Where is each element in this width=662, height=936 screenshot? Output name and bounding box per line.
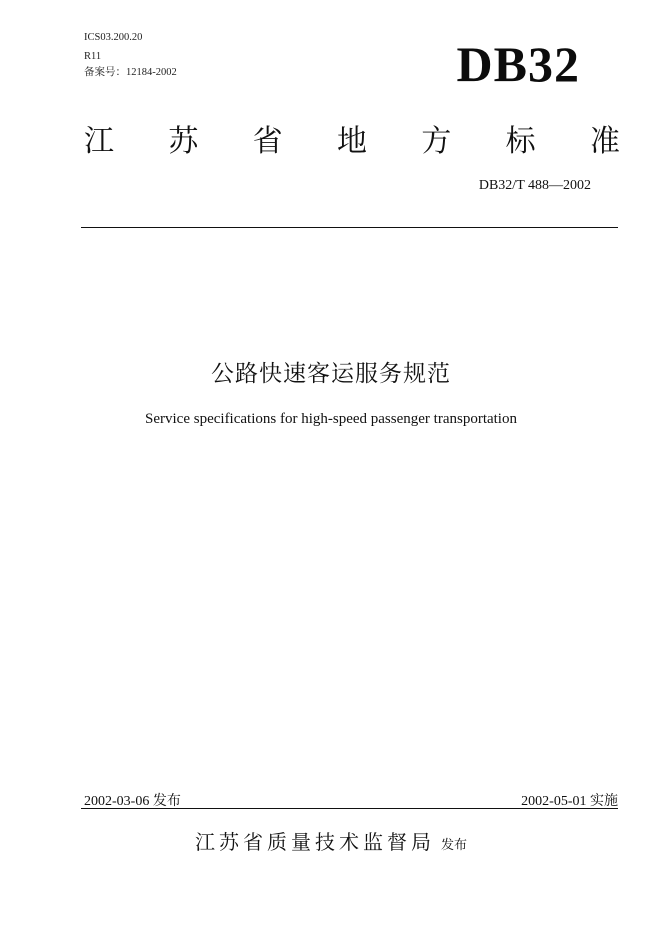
document-title-english: Service specifications for high-speed passenger transportation (145, 411, 517, 427)
title-char: 标 (505, 124, 536, 159)
title-char: 苏 (168, 124, 199, 159)
ics-code: ICS03.200.20 (84, 32, 143, 43)
standard-category-title (84, 118, 620, 158)
publish-label: 发布 (440, 838, 467, 853)
filing-number: 备案号：12184-2002 (84, 67, 177, 78)
bottom-divider (81, 808, 618, 809)
standard-code-logo: DB32 (456, 36, 580, 92)
title-char: 地 (336, 124, 367, 159)
publisher-line (0, 826, 662, 855)
title-char: 江 (84, 124, 114, 159)
standard-number: DB32/T 488—2002 (478, 178, 591, 193)
title-char: 准 (589, 124, 620, 159)
title-char: 方 (421, 124, 452, 159)
publisher-name: 江苏省质量技术监督局 (194, 830, 435, 854)
issue-date: 2002-03-06 发布 (84, 794, 181, 809)
implementation-date: 2002-05-01 实施 (521, 794, 618, 809)
document-title: 公路快速客运服务规范 (211, 361, 451, 387)
top-divider (81, 227, 618, 228)
title-char: 省 (252, 124, 283, 159)
classification-code: R11 (84, 51, 102, 62)
